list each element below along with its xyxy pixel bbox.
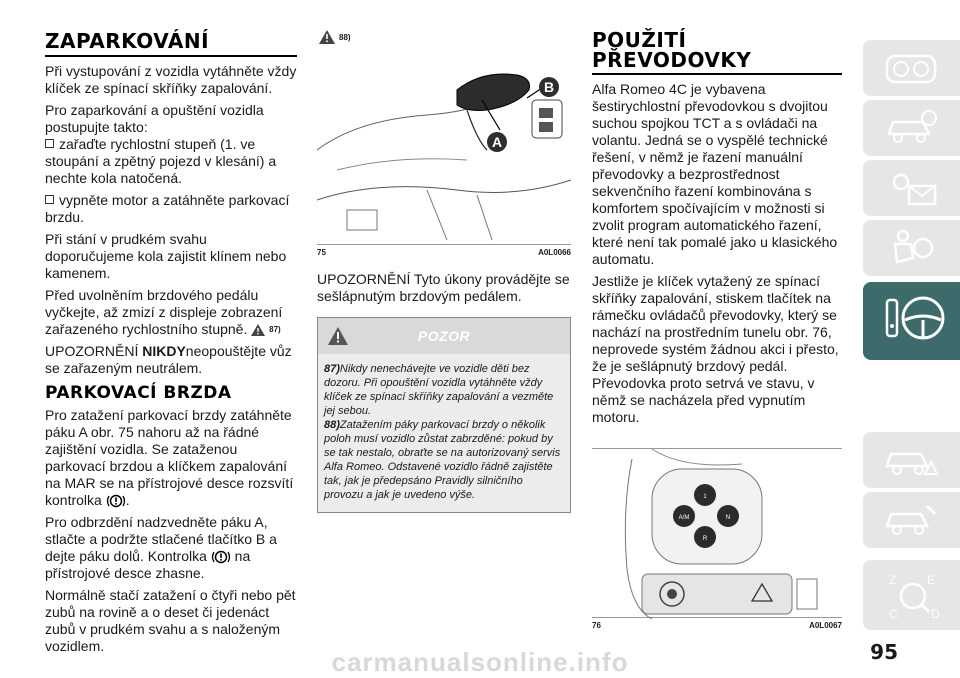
reference-87[interactable]: 87) bbox=[269, 325, 281, 334]
figure-caption bbox=[317, 248, 571, 257]
figure-76 bbox=[592, 448, 842, 618]
bullet-continuation: brzdu. bbox=[45, 209, 84, 225]
paragraph: Alfa Romeo 4C je vybavena šestirychlostní převodovkou s dvojitou suchou spojkou TCT a s ovládači na volantu. Jedná se o vyspělé technické řešení, v němž je řazení manuální převodovky a bezprostřednost sekvenčního řazení kombinována s komfortem spočívajícím v možnosti si zvolit program automatického řazení, které není tak pomalé jako u klasického automatu. bbox=[592, 81, 838, 267]
gearbox-controls-illustration bbox=[592, 449, 842, 619]
paragraph: Pro zatažení parkovací brzdy zatáhněte páku A obr. 75 nahoru až na řádné zajištění vozidla. Se zataženou parkovací brzdou a klíčkem zapalování na MAR se na přístrojové desce rozsvítí kontrolka . bbox=[45, 407, 294, 508]
car-breakdown-icon bbox=[883, 440, 939, 480]
figure-code: A0L0067 bbox=[809, 621, 842, 630]
svg-text:C: C bbox=[889, 607, 898, 621]
figure-number: 75 bbox=[317, 248, 326, 257]
gear-button-am: A/M bbox=[678, 515, 690, 521]
bullet-item: zařaďte rychlostní stupeň (1. ve bbox=[45, 136, 297, 153]
middle-column bbox=[317, 30, 571, 513]
side-tab-car-info[interactable] bbox=[863, 100, 960, 156]
seat-airbag-icon bbox=[883, 228, 939, 268]
paragraph: Při stání v prudkém svahu doporučujeme kola zajistit klínem nebo kamenem. bbox=[45, 231, 287, 281]
side-tab-index[interactable] bbox=[863, 560, 960, 630]
figure-code: A0L0066 bbox=[538, 248, 571, 257]
alphabet-index-icon bbox=[883, 568, 943, 624]
figure-number: 76 bbox=[592, 621, 601, 630]
gear-button-r: R bbox=[702, 536, 708, 542]
svg-text:D: D bbox=[931, 607, 940, 621]
svg-text:Z: Z bbox=[889, 573, 897, 587]
paragraph: Před uvolněním brzdového pedálu vyčkejte, až zmizí z displeje zobrazení zařazeného rychlostního stupně. $^{87)}$ bbox=[45, 287, 283, 337]
right-column bbox=[592, 30, 842, 630]
car-info-icon bbox=[883, 108, 939, 148]
car-dashboard-icon bbox=[883, 48, 939, 88]
paragraph: Při vystupování z vozidla vytáhněte vždy klíček ze spínací skříňky zapalování. bbox=[45, 63, 297, 96]
side-tab-emergency[interactable] bbox=[863, 432, 960, 488]
warning-box-header bbox=[318, 318, 570, 354]
sun-envelope-icon bbox=[883, 168, 939, 208]
warning-triangle-icon bbox=[328, 327, 348, 345]
left-column bbox=[45, 30, 297, 660]
warning-87: 87)Nikdy nenechávejte ve vozidle děti bez dozoru. Při opouštění vozidla vytáhněte vždy klíček ze spínací skříňky zapalování a vezměte jej sebou. bbox=[324, 363, 554, 417]
gear-button-1: 1 bbox=[703, 494, 707, 500]
svg-text:E: E bbox=[927, 573, 936, 587]
page-number: 95 bbox=[870, 640, 898, 664]
figure-caption bbox=[592, 621, 842, 630]
paragraph-warning: UPOZORNĚNÍ NIKDYneopouštějte vůz se zařazeným neutrálem. bbox=[45, 343, 292, 376]
note-paragraph: UPOZORNĚNÍ Tyto úkony provádějte se sešlápnutým brzdovým pedálem. bbox=[317, 271, 570, 304]
checkbox-bullet-icon bbox=[45, 195, 54, 204]
warning-88: 88)Zatažením páky parkovací brzdy o několik poloh musí vozidlo zůstat zabrzděné: pokud by se tak nestalo, obraťte se na autorizovaný servis Alfa Romeo. Odstavené vozidlo řádně zajistěte tak, jak je předepsáno Pravidly silničního provozu a jak je uvedeno výše. bbox=[324, 419, 561, 501]
brake-warning-lamp-icon bbox=[211, 550, 231, 564]
label-a: A bbox=[491, 134, 503, 150]
paragraph: Jestliže je klíček vytažený ze spínací skříňky zapalování, stiskem tlačítek na rámečku ovládačů převodovky, který se nachází na prostředním tunelu obr. 76, neprovede systém žádnou akci i přesto, že je sešlápnutý brzdový pedál. Převodovka proto setrvá ve stavu, v němž se nacházela před vypnutím motoru. bbox=[592, 273, 839, 425]
footer-watermark: carmanualsonline.info bbox=[331, 647, 629, 677]
reference-88[interactable]: 88) bbox=[339, 32, 351, 42]
bullet-continuation: stoupání a zpětný pojezd v klesání) a nechte kola natočená. bbox=[45, 153, 277, 186]
warning-box-body bbox=[318, 354, 570, 512]
label-b: B bbox=[543, 79, 555, 95]
handbrake-illustration bbox=[317, 30, 571, 245]
car-service-icon bbox=[883, 500, 939, 540]
checkbox-bullet-icon bbox=[45, 139, 54, 148]
side-tab-starting-driving[interactable] bbox=[863, 282, 960, 360]
paragraph: Pro odbrzdění nadzvedněte páku A, stlačte a podržte stlačené tlačítko B a dejte páku dolů. Kontrolka na přístrojové desce zhasne. bbox=[45, 514, 277, 581]
gear-button-n: N bbox=[725, 515, 731, 521]
warning-box-title: POZOR bbox=[417, 328, 471, 344]
paragraph: Normálně stačí zatažení o čtyři nebo pět zubů na rovině a o deset či jedenáct zubů v prudkém svahu a s naloženým vozidlem. bbox=[45, 587, 296, 654]
bullet-item: vypněte motor a zatáhněte parkovací bbox=[45, 192, 297, 209]
warning-triangle-icon bbox=[251, 324, 265, 336]
heading-parkovaci-brzda: PARKOVACÍ BRZDA bbox=[45, 383, 232, 403]
figure-75 bbox=[317, 30, 571, 245]
side-tab-safety[interactable] bbox=[863, 220, 960, 276]
side-tab-maintenance[interactable] bbox=[863, 492, 960, 548]
heading-zaparkovani: ZAPARKOVÁNÍ bbox=[45, 30, 297, 57]
brake-warning-lamp-icon bbox=[106, 494, 126, 508]
steering-wheel-key-icon bbox=[883, 290, 947, 350]
warning-box bbox=[317, 317, 571, 513]
paragraph: Pro zaparkování a opuštění vozidla postupujte takto: bbox=[45, 102, 264, 135]
side-tab-warnings[interactable] bbox=[863, 160, 960, 216]
side-tab-dashboard[interactable] bbox=[863, 40, 960, 96]
heading-pouziti-prevodovky: POUŽITÍ PŘEVODOVKY bbox=[592, 30, 842, 75]
